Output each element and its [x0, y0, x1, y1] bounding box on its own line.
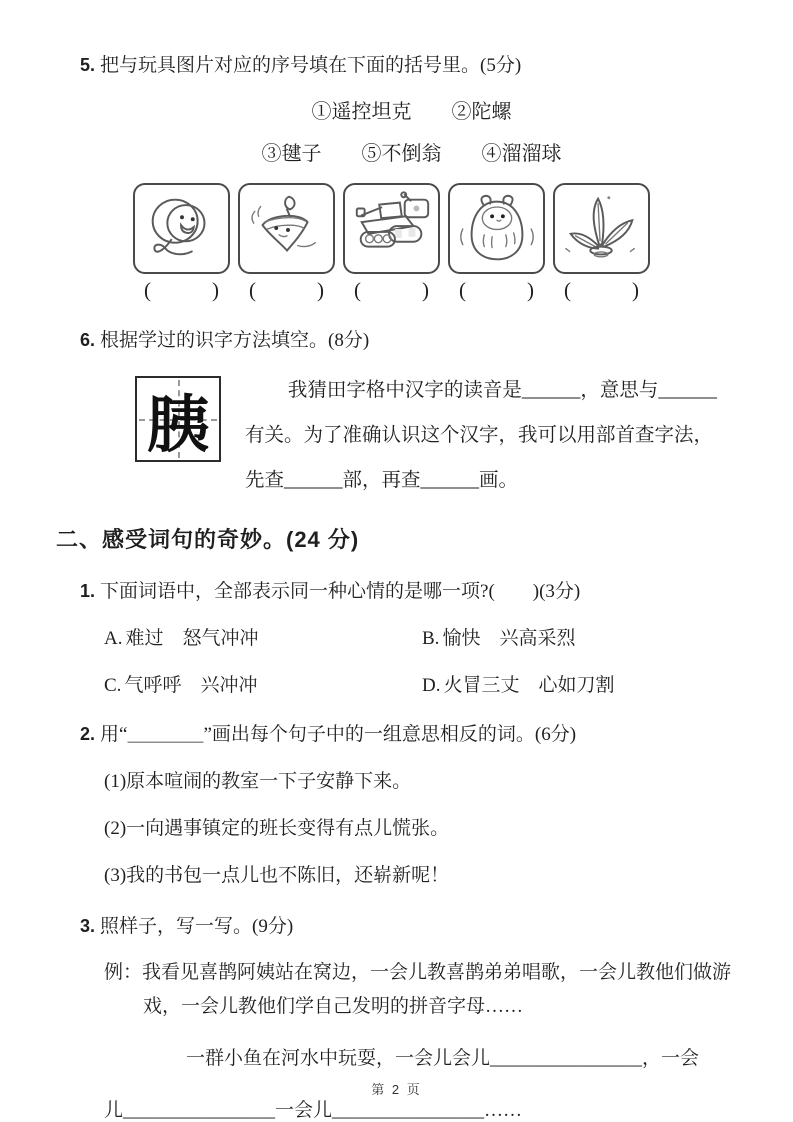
- question-5-title: [80, 52, 743, 79]
- answer-bracket-5: ( ): [564, 278, 639, 302]
- s2-question-3-title: [80, 913, 743, 940]
- tank-toy-icon: [348, 191, 436, 267]
- answer-brackets-row: [133, 278, 743, 303]
- s2-question-1-text: 下面词语中，全部表示同一种心情的是哪一项?( )(3分): [100, 581, 581, 602]
- s2-question-2-text: 用“＿＿＿＿”画出每个句子中的一组意思相反的词。(6分): [100, 724, 577, 745]
- toy-images-row: [133, 183, 743, 274]
- question-6-number: 6.: [80, 330, 96, 350]
- toy-option-labels: [80, 91, 743, 175]
- option-c: C. 气呼呼 兴冲冲: [104, 675, 258, 696]
- q6-line-2: 有关。为了准确认识这个汉字，我可以用部首查字法，: [245, 425, 714, 446]
- question-6-text: 根据学过的识字方法填空。(8分): [100, 330, 370, 351]
- s2-question-1-title: [80, 578, 743, 605]
- toy-image-shuttlecock: [553, 183, 650, 274]
- toy-labels-row2: ③毽子 ⑤不倒翁 ④溜溜球: [261, 143, 562, 165]
- target-character: 胰: [146, 391, 209, 460]
- shuttlecock-toy-icon: [558, 191, 646, 267]
- q2-sentence-3: (3)我的书包一点儿也不陈旧，还崭新呢！: [104, 865, 450, 886]
- spinning-top-toy-icon: [243, 191, 331, 267]
- s2-question-3-text: 照样子，写一写。(9分): [100, 916, 294, 937]
- page-number: 第 2 页: [371, 1082, 422, 1097]
- answer-bracket-3: ( ): [354, 278, 429, 302]
- option-d: D. 火冒三丈 心如刀割: [422, 675, 615, 696]
- q6-line-3: 先查______部，再查______画。: [245, 470, 519, 491]
- toy-image-spinning-top: [238, 183, 335, 274]
- question-5-number: 5.: [80, 55, 96, 75]
- s2-question-2-number: 2.: [80, 724, 96, 744]
- answer-bracket-2: ( ): [249, 278, 324, 302]
- roly-poly-toy-icon: [453, 191, 541, 267]
- q2-sentence-1: (1)原本喧闹的教室一下子安静下来。: [104, 771, 412, 792]
- q2-sentences: [104, 769, 743, 889]
- answer-bracket-4: ( ): [459, 278, 534, 302]
- question-6-title: [80, 327, 743, 354]
- q6-line-1: 我猜田字格中汉字的读音是______，意思与______: [287, 380, 717, 401]
- yoyo-toy-icon: [138, 191, 226, 267]
- s2-question-3-number: 3.: [80, 916, 96, 936]
- toy-labels-row1: ①遥控坦克 ②陀螺: [311, 101, 512, 123]
- toy-image-roly-poly: [448, 183, 545, 274]
- q2-sentence-2: (2)一向遇事镇定的班长变得有点儿慌张。: [104, 818, 450, 839]
- option-a: A. 难过 怒气冲冲: [104, 628, 259, 649]
- question-5-text: 把与玩具图片对应的序号填在下面的括号里。(5分): [100, 55, 522, 76]
- section-2-heading: 二、感受词句的奇妙。(24 分): [56, 527, 360, 552]
- question-6-body: [135, 368, 743, 503]
- option-b: B. 愉快 兴高采烈: [422, 628, 576, 649]
- answer-bracket-1: ( ): [144, 278, 219, 302]
- s2-question-1-number: 1.: [80, 581, 96, 601]
- tianzige-box: [135, 376, 221, 462]
- toy-image-tank: [343, 183, 440, 274]
- q3-fill-line-2: 儿________________一会儿________________……: [104, 1100, 523, 1121]
- s2-question-2-title: [80, 721, 743, 748]
- q3-example-paragraph: 例：我看见喜鹊阿姨站在窝边，一会儿教喜鹊弟弟唱歌，一会儿教他们做游戏，一会儿教他们学自己发明的拼音字母……: [104, 962, 732, 1017]
- question-6-fill-text: [245, 368, 717, 503]
- q3-fill-line-1: 一群小鱼在河水中玩耍，一会儿会儿________________，一会: [186, 1048, 700, 1069]
- toy-image-yoyo: [133, 183, 230, 274]
- multiple-choice-options: [104, 623, 743, 697]
